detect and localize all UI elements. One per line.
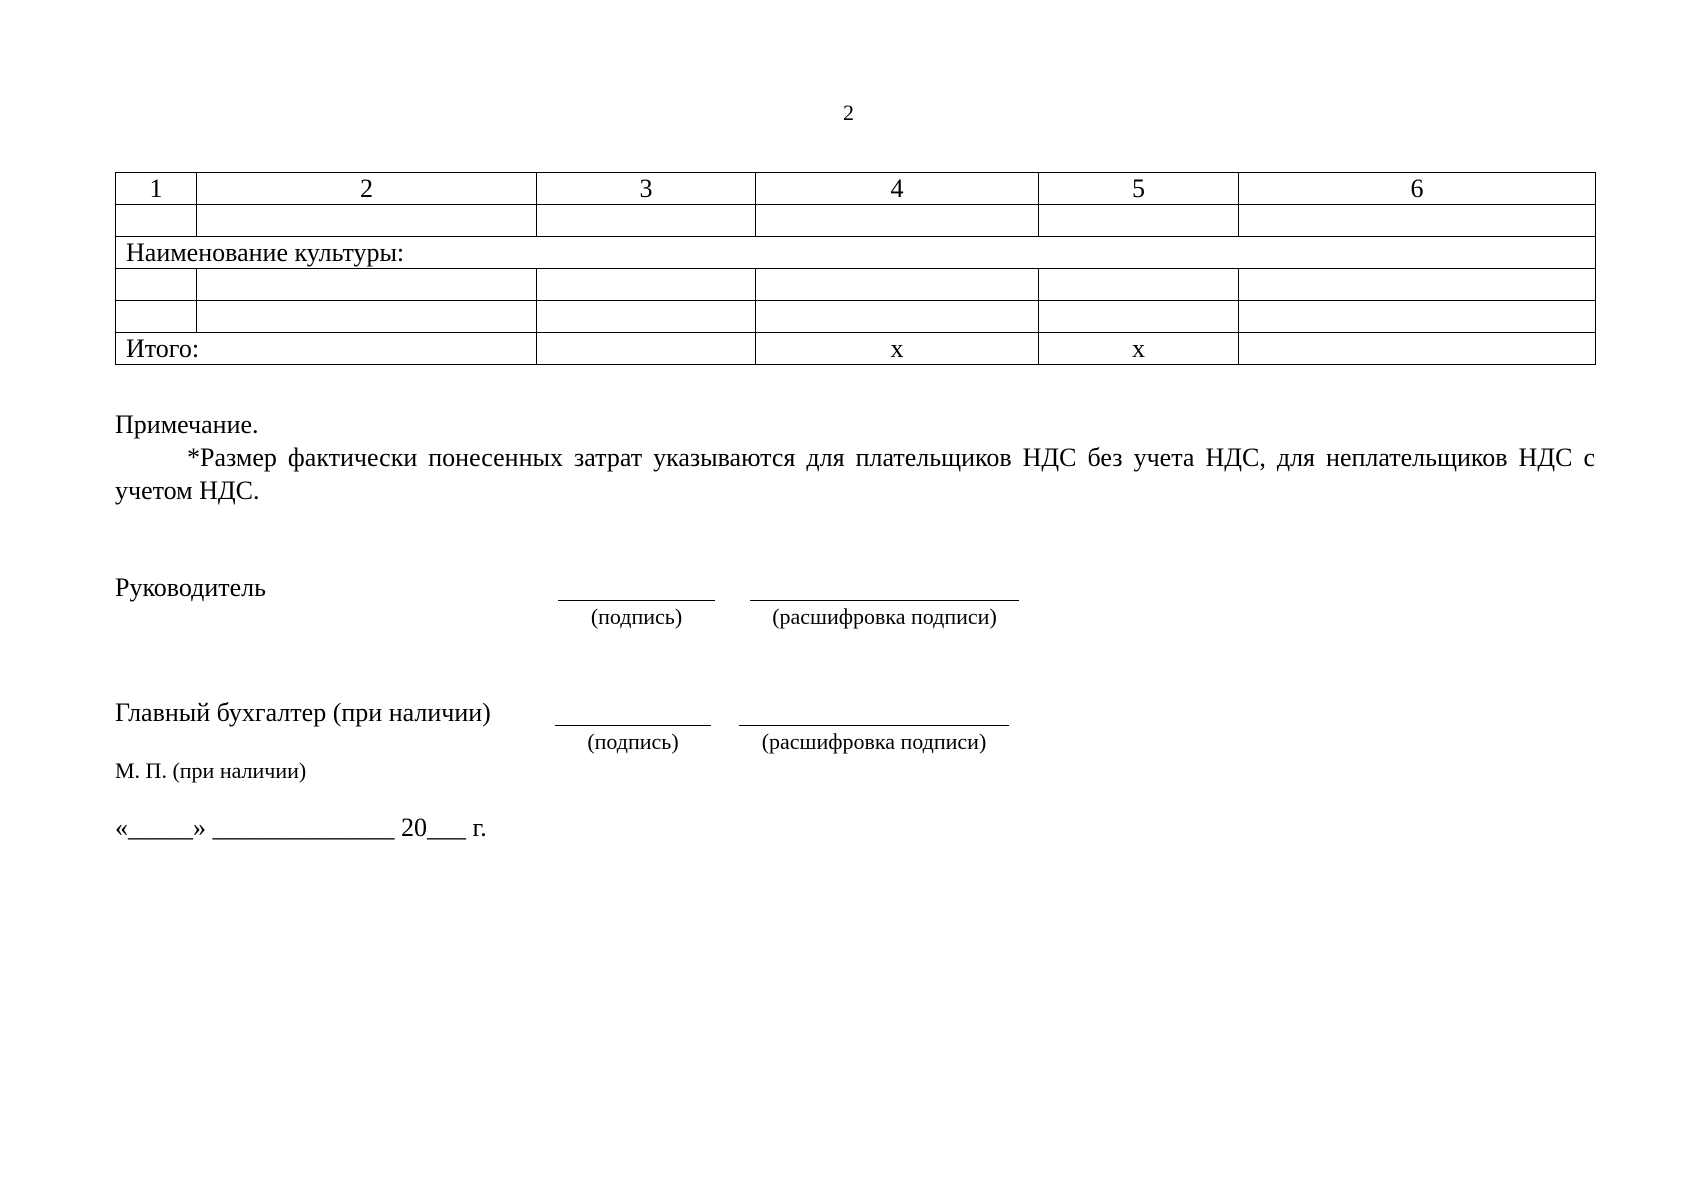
table-cell — [1039, 301, 1239, 333]
table-cell — [1239, 205, 1596, 237]
crop-name-label: Наименование культуры: — [116, 237, 1596, 269]
table-cell — [537, 301, 756, 333]
stamp-label: М. П. (при наличии) — [115, 758, 307, 783]
table-cell — [756, 269, 1039, 301]
table-cell — [537, 269, 756, 301]
accountant-signature-caption: (подпись) — [587, 729, 679, 754]
table-row — [116, 205, 1596, 237]
total-cell-6 — [1239, 333, 1596, 365]
table-row — [116, 301, 1596, 333]
accountant-label: Главный бухгалтер (при наличии) — [115, 698, 491, 727]
accountant-decode-caption: (расшифровка подписи) — [761, 729, 987, 754]
table-cell — [116, 205, 197, 237]
table-cell — [116, 269, 197, 301]
header-cell-2: 2 — [197, 173, 537, 205]
table-cell — [197, 205, 537, 237]
page-number: 2 — [843, 100, 854, 125]
table-cell — [756, 205, 1039, 237]
total-cell-4: х — [756, 333, 1039, 365]
data-table — [115, 172, 1596, 365]
table-cell — [1039, 269, 1239, 301]
total-label: Итого: — [116, 333, 537, 365]
table-row — [116, 269, 1596, 301]
header-cell-3: 3 — [537, 173, 756, 205]
note-title: Примечание. — [115, 410, 259, 439]
head-signature-line — [558, 600, 715, 601]
header-cell-6: 6 — [1239, 173, 1596, 205]
head-label: Руководитель — [115, 573, 266, 602]
table-cell — [197, 301, 537, 333]
table-header-row — [116, 173, 1596, 205]
crop-name-row — [116, 237, 1596, 269]
table-cell — [1239, 301, 1596, 333]
table-cell — [537, 205, 756, 237]
table-cell — [1039, 205, 1239, 237]
header-cell-5: 5 — [1039, 173, 1239, 205]
date-line: «_____» ______________ 20___ г. — [115, 813, 487, 842]
head-decode-line — [750, 600, 1019, 601]
head-decode-caption: (расшифровка подписи) — [772, 604, 997, 629]
header-cell-4: 4 — [756, 173, 1039, 205]
accountant-decode-line — [739, 725, 1009, 726]
total-row — [116, 333, 1596, 365]
accountant-signature-line — [555, 725, 711, 726]
table-cell — [1239, 269, 1596, 301]
table-cell — [116, 301, 197, 333]
header-cell-1: 1 — [116, 173, 197, 205]
note-body: *Размер фактически понесенных затрат указываются для плательщиков НДС без учета НДС, для неплательщиков НДС с учетом НДС. — [115, 443, 1595, 505]
total-cell-5: х — [1039, 333, 1239, 365]
table-cell — [756, 301, 1039, 333]
head-signature-caption: (подпись) — [590, 604, 683, 629]
total-cell-3 — [537, 333, 756, 365]
table-cell — [197, 269, 537, 301]
